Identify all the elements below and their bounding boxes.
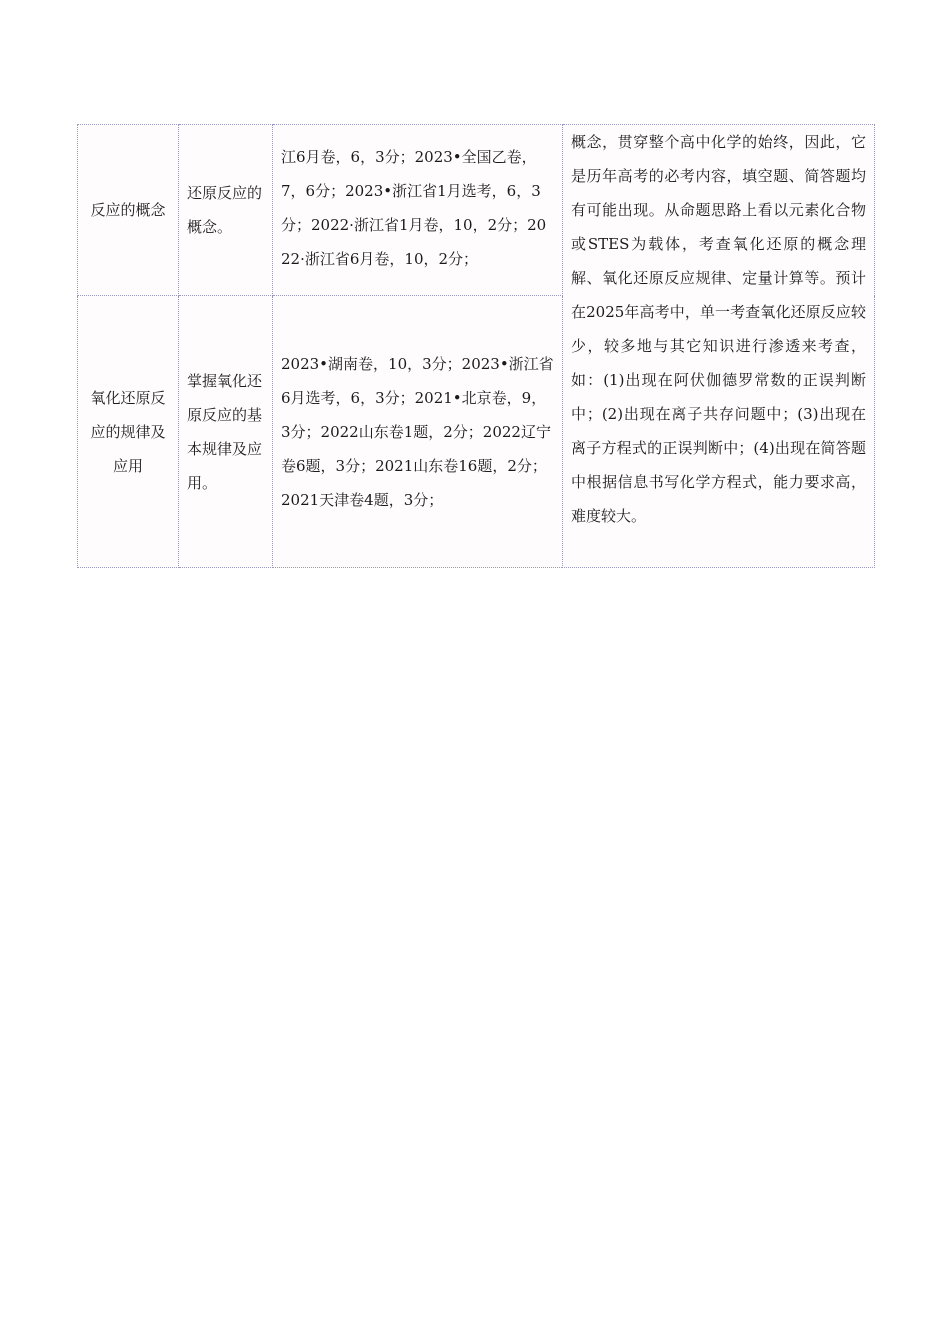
requirement-text: 掌握氧化还原反应的基本规律及应用。 — [187, 371, 263, 492]
table-row — [78, 125, 875, 296]
analysis-text: 概念，贯穿整个高中化学的始终，因此，它是历年高考的必考内容，填空题、简答题均有可能出现。从命题思路上看以元素化合物或STES为载体，考查氧化还原的概念理解、氧化还原反应规律、定量计算等。预计在2025年高考中，单一考查氧化还原反应较少，较多地与其它知识进行渗透来考查，如：(1)出现在阿伏伽德罗常数的正误判断中；(2)出现在离子共存问题中；(3)出现在离子方程式的正误判断中；(4)出现在简答题中根据信息书写化学方程式，能力要求高，难度较大。 — [571, 133, 866, 525]
exam-record-text: 江6月卷，6，3分；2023•全国乙卷，7，6分；2023•浙江省1月选考，6，3分；2022·浙江省1月卷，10，2分；2022·浙江省6月卷，10，2分； — [281, 148, 547, 268]
topic-text: 氧化还原反应的规律及应用 — [90, 388, 166, 475]
requirement-cell — [179, 125, 273, 296]
requirement-cell — [179, 296, 273, 568]
requirement-text: 还原反应的概念。 — [187, 184, 263, 236]
exam-record-cell — [273, 125, 563, 296]
topic-text: 反应的概念 — [90, 201, 166, 219]
topic-cell — [78, 125, 179, 296]
exam-analysis-table — [77, 124, 875, 568]
exam-record-text: 2023•湖南卷，10，3分；2023•浙江省6月选考，6，3分；2021•北京卷，9，3分；2022山东卷1题，2分；2022辽宁卷6题，3分；2021山东卷16题，2分；2021天津卷4题，3分； — [281, 354, 554, 509]
analysis-cell — [563, 125, 875, 568]
topic-cell — [78, 296, 179, 568]
exam-record-cell — [273, 296, 563, 568]
